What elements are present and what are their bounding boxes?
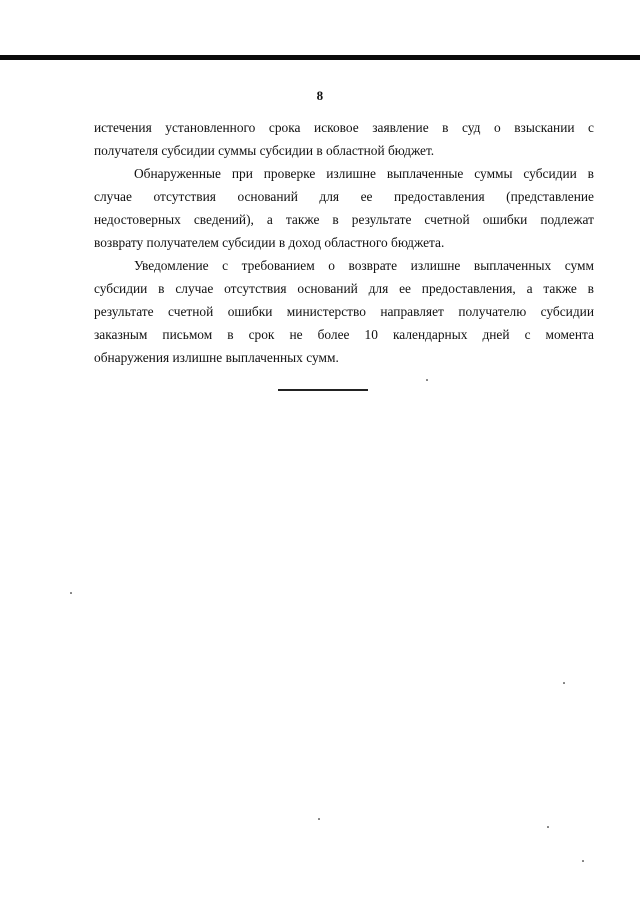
scan-speck — [547, 826, 549, 828]
scan-speck — [563, 682, 565, 684]
text-line: истечения установленного срока исковое заявление в суд о взыскании с — [94, 120, 594, 135]
text-line: недостоверных сведений), а также в результате счетной ошибки подлежат — [94, 212, 594, 227]
text-line: субсидии в случае отсутствия оснований для ее предоставления, а также в — [94, 281, 594, 296]
end-of-text-rule — [278, 389, 368, 391]
scan-top-edge — [0, 55, 640, 60]
text-line: заказным письмом в срок не более 10 календарных дней с момента — [94, 327, 594, 342]
text-line: случае отсутствия оснований для ее предоставления (представление — [94, 189, 594, 204]
text-line: Обнаруженные при проверке излишне выплаченные суммы субсидии в — [134, 166, 594, 181]
scan-speck — [70, 592, 72, 594]
text-line: обнаружения излишне выплаченных сумм. — [94, 350, 339, 365]
scan-speck — [318, 818, 320, 820]
page-number: 8 — [316, 88, 324, 103]
text-line: получателя субсидии суммы субсидии в областной бюджет. — [94, 143, 435, 158]
scan-speck — [582, 860, 584, 862]
text-line: возврату получателем субсидии в доход областного бюджета. — [94, 235, 445, 250]
scan-speck — [426, 379, 428, 381]
text-line: Уведомление с требованием о возврате излишне выплаченных сумм — [134, 258, 594, 273]
text-line: результате счетной ошибки министерство направляет получателю субсидии — [94, 304, 594, 319]
